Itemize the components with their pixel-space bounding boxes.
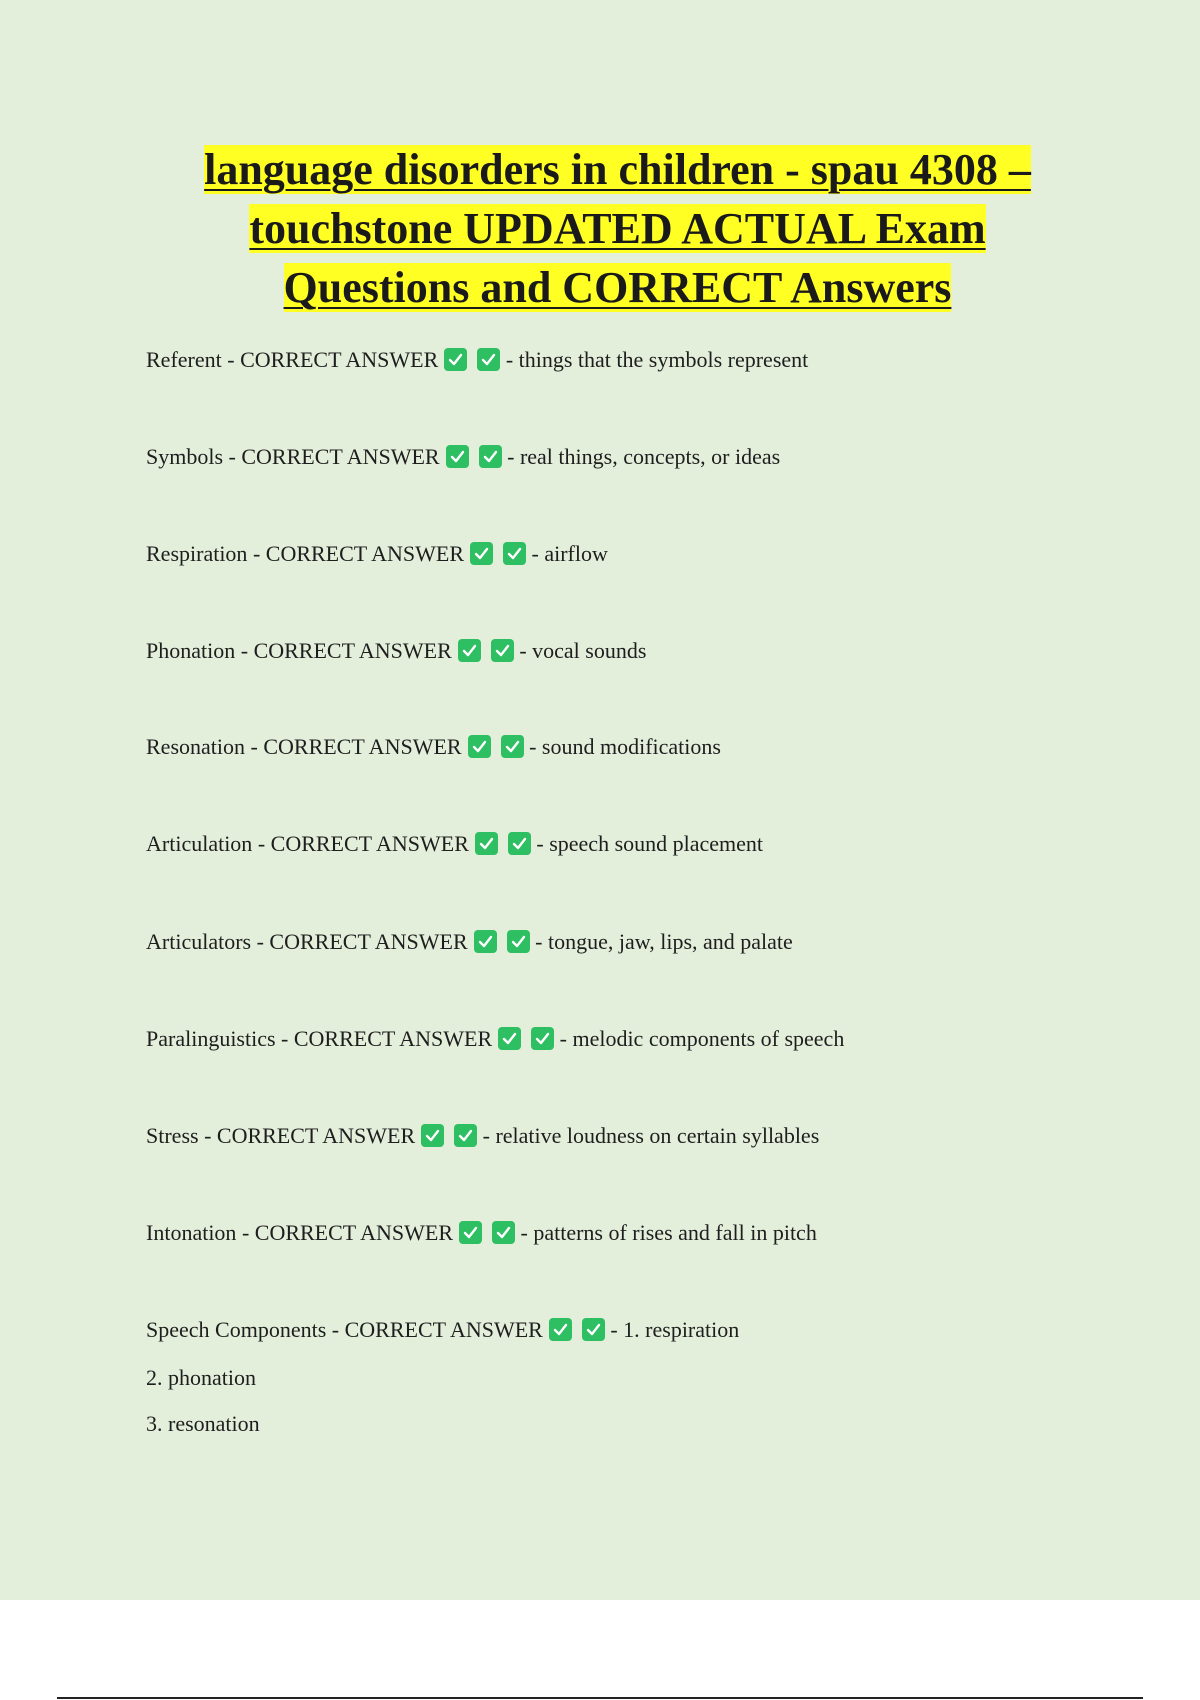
check-mark-icon <box>549 1318 572 1341</box>
check-mark-icon <box>446 445 469 468</box>
qa-label: CORRECT ANSWER <box>293 1026 493 1051</box>
check-mark-icon <box>454 1124 477 1147</box>
title-line-1: language disorders in children - spau 4308 – <box>204 145 1031 194</box>
qa-item: Stress - CORRECT ANSWER - relative loudness on certain syllables <box>146 1123 820 1148</box>
qa-label: CORRECT ANSWER <box>344 1317 543 1342</box>
qa-answer: 1. respiration <box>623 1317 740 1342</box>
check-mark-icon <box>582 1318 605 1341</box>
qa-item: Referent - CORRECT ANSWER - things that the symbols represent <box>146 347 809 372</box>
qa-term: Symbols <box>146 444 224 469</box>
qa-answer: speech sound placement <box>549 831 764 856</box>
check-mark-icon <box>508 832 531 855</box>
qa-term: Resonation <box>146 734 245 759</box>
qa-term: Referent <box>146 347 222 372</box>
check-mark-icon <box>498 1027 521 1050</box>
check-mark-icon <box>459 1221 482 1244</box>
check-mark-icon <box>503 542 526 565</box>
check-mark-icon <box>501 735 524 758</box>
check-mark-icon <box>468 735 491 758</box>
qa-item: Respiration - CORRECT ANSWER - airflow <box>146 541 608 566</box>
qa-item: Phonation - CORRECT ANSWER - vocal sounds <box>146 638 647 663</box>
continuation-line-2: 3. resonation <box>146 1411 260 1436</box>
qa-label: CORRECT ANSWER <box>216 1123 416 1148</box>
qa-term: Phonation <box>146 638 236 663</box>
qa-answer: things that the symbols represent <box>518 347 809 372</box>
check-mark-icon <box>531 1027 554 1050</box>
title-line-3: Questions and CORRECT Answers <box>283 263 952 312</box>
check-mark-icon <box>492 1221 515 1244</box>
qa-item: Symbols - CORRECT ANSWER - real things, concepts, or ideas <box>146 444 781 469</box>
qa-item: Intonation - CORRECT ANSWER - patterns of rises and fall in pitch <box>146 1220 817 1245</box>
page-title <box>100 140 1135 317</box>
check-mark-icon <box>491 639 514 662</box>
qa-term: Paralinguistics <box>146 1026 276 1051</box>
qa-answer: airflow <box>544 541 608 566</box>
check-mark-icon <box>507 930 530 953</box>
check-mark-icon <box>470 542 493 565</box>
qa-label: CORRECT ANSWER <box>254 1220 454 1245</box>
qa-answer: vocal sounds <box>532 638 647 663</box>
check-mark-icon <box>458 639 481 662</box>
title-line-2: touchstone UPDATED ACTUAL Exam <box>249 204 986 253</box>
qa-item: Resonation - CORRECT ANSWER - sound modifications <box>146 734 721 759</box>
qa-answer: sound modifications <box>541 734 721 759</box>
qa-item: Paralinguistics - CORRECT ANSWER - melodic components of speech <box>146 1026 845 1051</box>
qa-label: CORRECT ANSWER <box>240 347 439 372</box>
qa-answer: relative loudness on certain syllables <box>495 1123 820 1148</box>
qa-answer: patterns of rises and fall in pitch <box>533 1220 817 1245</box>
continuation-line-1: 2. phonation <box>146 1365 256 1390</box>
qa-label: CORRECT ANSWER <box>265 541 465 566</box>
qa-item: Speech Components - CORRECT ANSWER - 1. respiration <box>146 1317 740 1342</box>
check-mark-icon <box>475 832 498 855</box>
qa-label: CORRECT ANSWER <box>269 929 468 954</box>
qa-label: CORRECT ANSWER <box>241 444 440 469</box>
check-mark-icon <box>474 930 497 953</box>
qa-term: Articulation <box>146 831 253 856</box>
qa-term: Respiration <box>146 541 248 566</box>
qa-label: CORRECT ANSWER <box>270 831 469 856</box>
footer-divider <box>57 1697 1143 1699</box>
qa-answer: melodic components of speech <box>572 1026 845 1051</box>
qa-term: Articulators <box>146 929 252 954</box>
qa-label: CORRECT ANSWER <box>263 734 462 759</box>
qa-term: Stress <box>146 1123 199 1148</box>
qa-term: Intonation <box>146 1220 237 1245</box>
qa-answer: tongue, jaw, lips, and palate <box>548 929 793 954</box>
check-mark-icon <box>421 1124 444 1147</box>
check-mark-icon <box>444 348 467 371</box>
qa-answer: real things, concepts, or ideas <box>519 444 781 469</box>
qa-label: CORRECT ANSWER <box>253 638 452 663</box>
qa-item: Articulation - CORRECT ANSWER - speech sound placement <box>146 831 764 856</box>
check-mark-icon <box>479 445 502 468</box>
check-mark-icon <box>477 348 500 371</box>
qa-item: Articulators - CORRECT ANSWER - tongue, jaw, lips, and palate <box>146 929 793 954</box>
qa-term: Speech Components <box>146 1317 327 1342</box>
